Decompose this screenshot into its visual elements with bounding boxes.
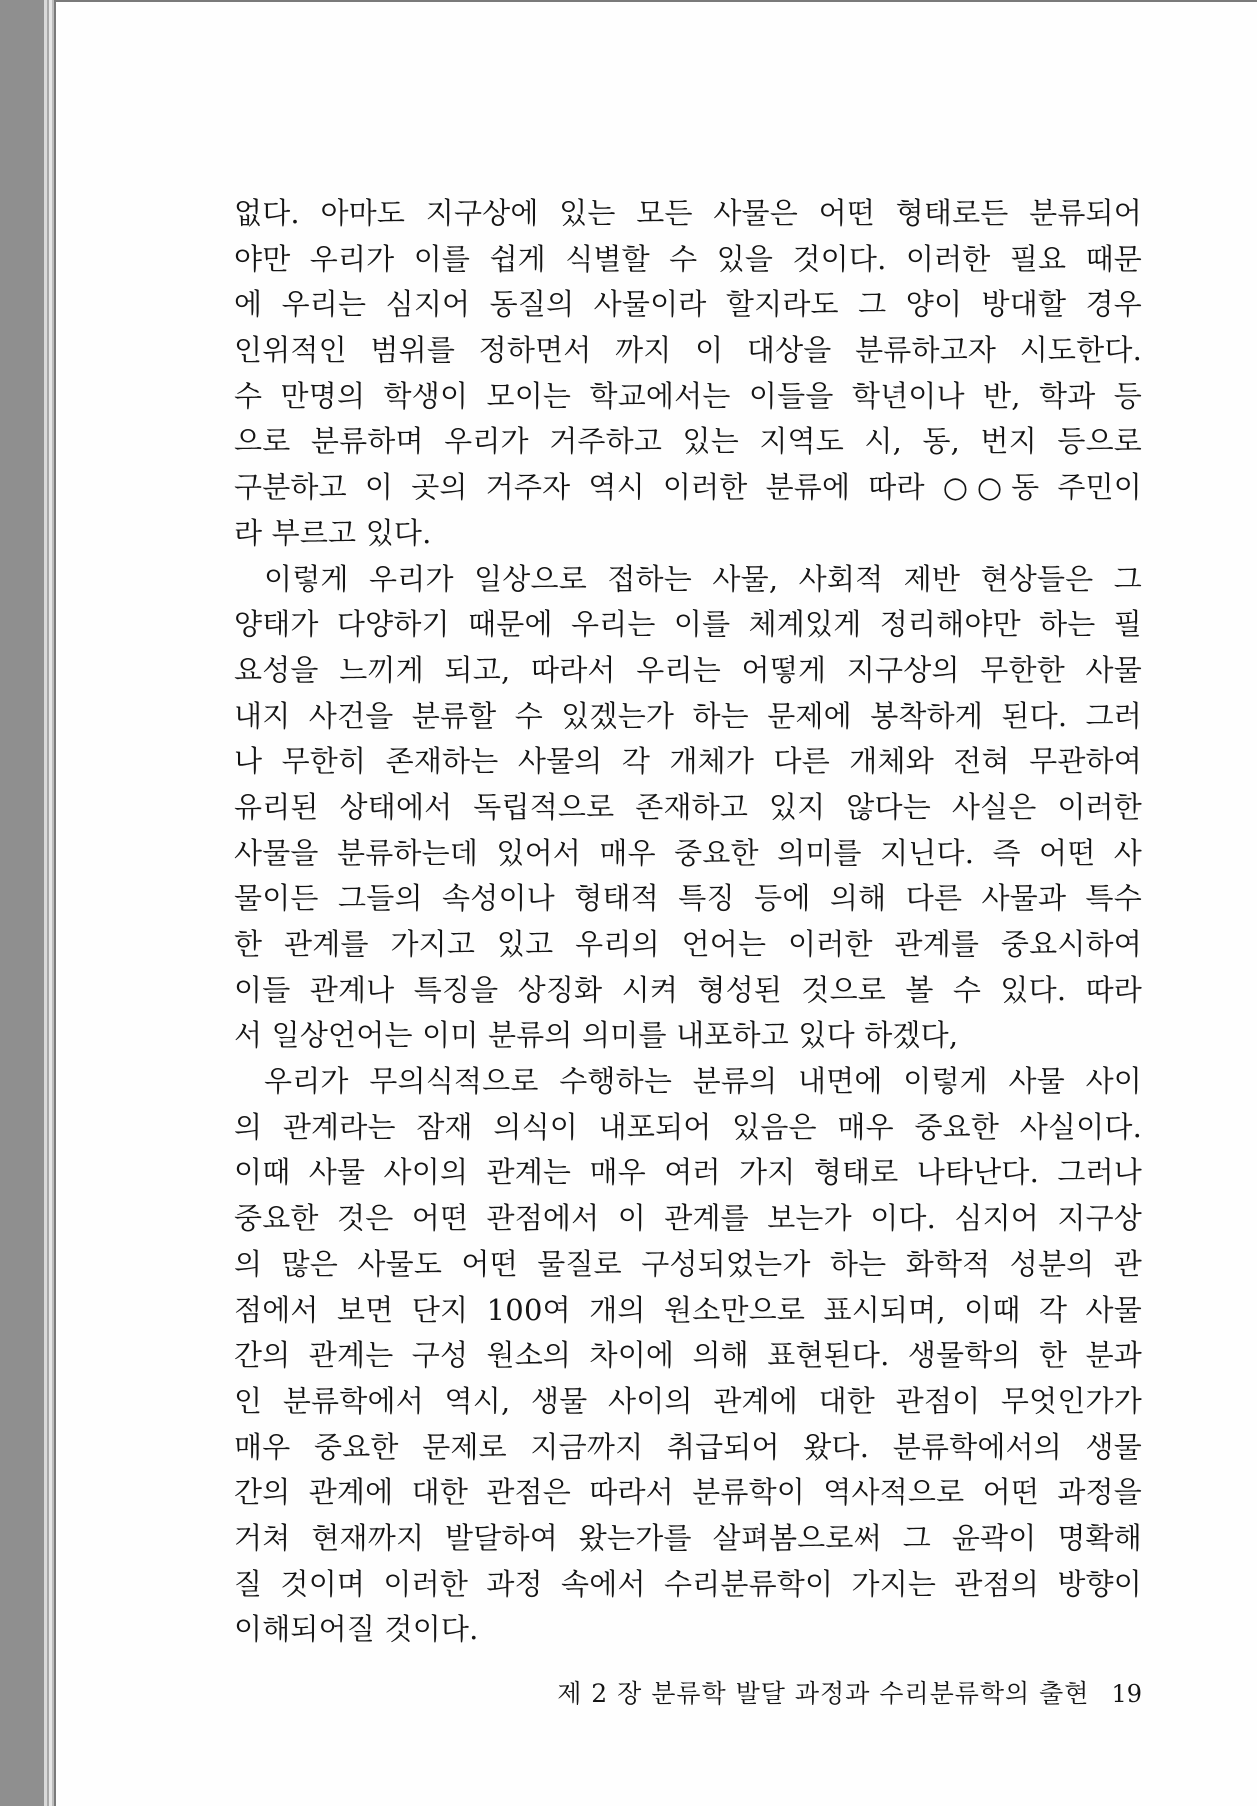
text-line: 점에서 보면 단지 100여 개의 원소만으로 표시되며, 이때 각 사물	[234, 1292, 1142, 1327]
text-line: 질 것이며 이러한 과정 속에서 수리분류학이 가지는 관점의 방향이	[234, 1566, 1142, 1601]
text-line: 이들 관계나 특징을 상징화 시켜 형성된 것으로 볼 수 있다. 따라	[234, 972, 1142, 1007]
text-line: 라 부르고 있다.	[234, 515, 432, 550]
text-line: 의 관계라는 잠재 의식이 내포되어 있음은 매우 중요한 사실이다.	[234, 1109, 1142, 1144]
text-line: 사물을 분류하는데 있어서 매우 중요한 의미를 지닌다. 즉 어떤 사	[234, 835, 1142, 870]
text-line: 에 우리는 심지어 동질의 사물이라 할지라도 그 양이 방대할 경우	[234, 287, 1142, 322]
text-line: 우리가 무의식적으로 수행하는 분류의 내면에 이렇게 사물 사이	[264, 1064, 1142, 1099]
page-surface	[56, 2, 1257, 1806]
text-line: 유리된 상태에서 독립적으로 존재하고 있지 않다는 사실은 이러한	[234, 789, 1142, 824]
running-footer-chapter: 제 2 장 분류학 발달 과정과 수리분류학의 출현	[557, 1679, 1090, 1708]
text-line: 이렇게 우리가 일상으로 접하는 사물, 사회적 제반 현상들은 그	[264, 561, 1142, 596]
text-line: 내지 사건을 분류할 수 있겠는가 하는 문제에 봉착하게 된다. 그러	[234, 698, 1142, 733]
page-number: 19	[1111, 1680, 1142, 1708]
text-line: 매우 중요한 문제로 지금까지 취급되어 왔다. 분류학에서의 생물	[234, 1429, 1142, 1464]
text-line: 야만 우리가 이를 쉽게 식별할 수 있을 것이다. 이러한 필요 때문	[234, 241, 1142, 276]
text-line: 간의 관계에 대한 관점은 따라서 분류학이 역사적으로 어떤 과정을	[234, 1475, 1142, 1510]
text-line: 요성을 느끼게 되고, 따라서 우리는 어떻게 지구상의 무한한 사물	[234, 652, 1142, 687]
text-line: 서 일상언어는 이미 분류의 의미를 내포하고 있다 하겠다,	[234, 1018, 959, 1053]
text-line: 인위적인 범위를 정하면서 까지 이 대상을 분류하고자 시도한다.	[234, 333, 1142, 368]
text-line: 구분하고 이 곳의 거주자 역시 이러한 분류에 따라 ○○동 주민이	[234, 470, 1142, 505]
text-line: 거쳐 현재까지 발달하여 왔는가를 살펴봄으로써 그 윤곽이 명확해	[234, 1520, 1142, 1555]
text-line: 한 관계를 가지고 있고 우리의 언어는 이러한 관계를 중요시하여	[234, 927, 1142, 961]
page-footer	[234, 1674, 1142, 1714]
text-line: 물이든 그들의 속성이나 형태적 특징 등에 의해 다른 사물과 특수	[234, 881, 1142, 916]
text-line: 중요한 것은 어떤 관점에서 이 관계를 보는가 이다. 심지어 지구상	[234, 1201, 1142, 1236]
text-line: 이해되어질 것이다.	[234, 1612, 479, 1647]
book-page	[54, 0, 1257, 1806]
text-line: 양태가 다양하기 때문에 우리는 이를 체계있게 정리해야만 하는 필	[234, 607, 1142, 642]
text-line: 인 분류학에서 역시, 생물 사이의 관계에 대한 관점이 무엇인가가	[234, 1383, 1142, 1418]
body-text	[234, 191, 1142, 1653]
text-line: 의 많은 사물도 어떤 물질로 구성되었는가 하는 화학적 성분의 관	[234, 1246, 1142, 1281]
text-line: 수 만명의 학생이 모이는 학교에서는 이들을 학년이나 반, 학과 등	[234, 378, 1142, 413]
text-line: 이때 사물 사이의 관계는 매우 여러 가지 형태로 나타난다. 그러나	[234, 1155, 1142, 1190]
text-line: 간의 관계는 구성 원소의 차이에 의해 표현된다. 생물학의 한 분과	[234, 1338, 1142, 1373]
text-line: 나 무한히 존재하는 사물의 각 개체가 다른 개체와 전혀 무관하여	[234, 744, 1142, 779]
text-line: 으로 분류하며 우리가 거주하고 있는 지역도 시, 동, 번지 등으로	[234, 424, 1142, 459]
text-line: 없다. 아마도 지구상에 있는 모든 사물은 어떤 형태로든 분류되어	[234, 196, 1142, 230]
